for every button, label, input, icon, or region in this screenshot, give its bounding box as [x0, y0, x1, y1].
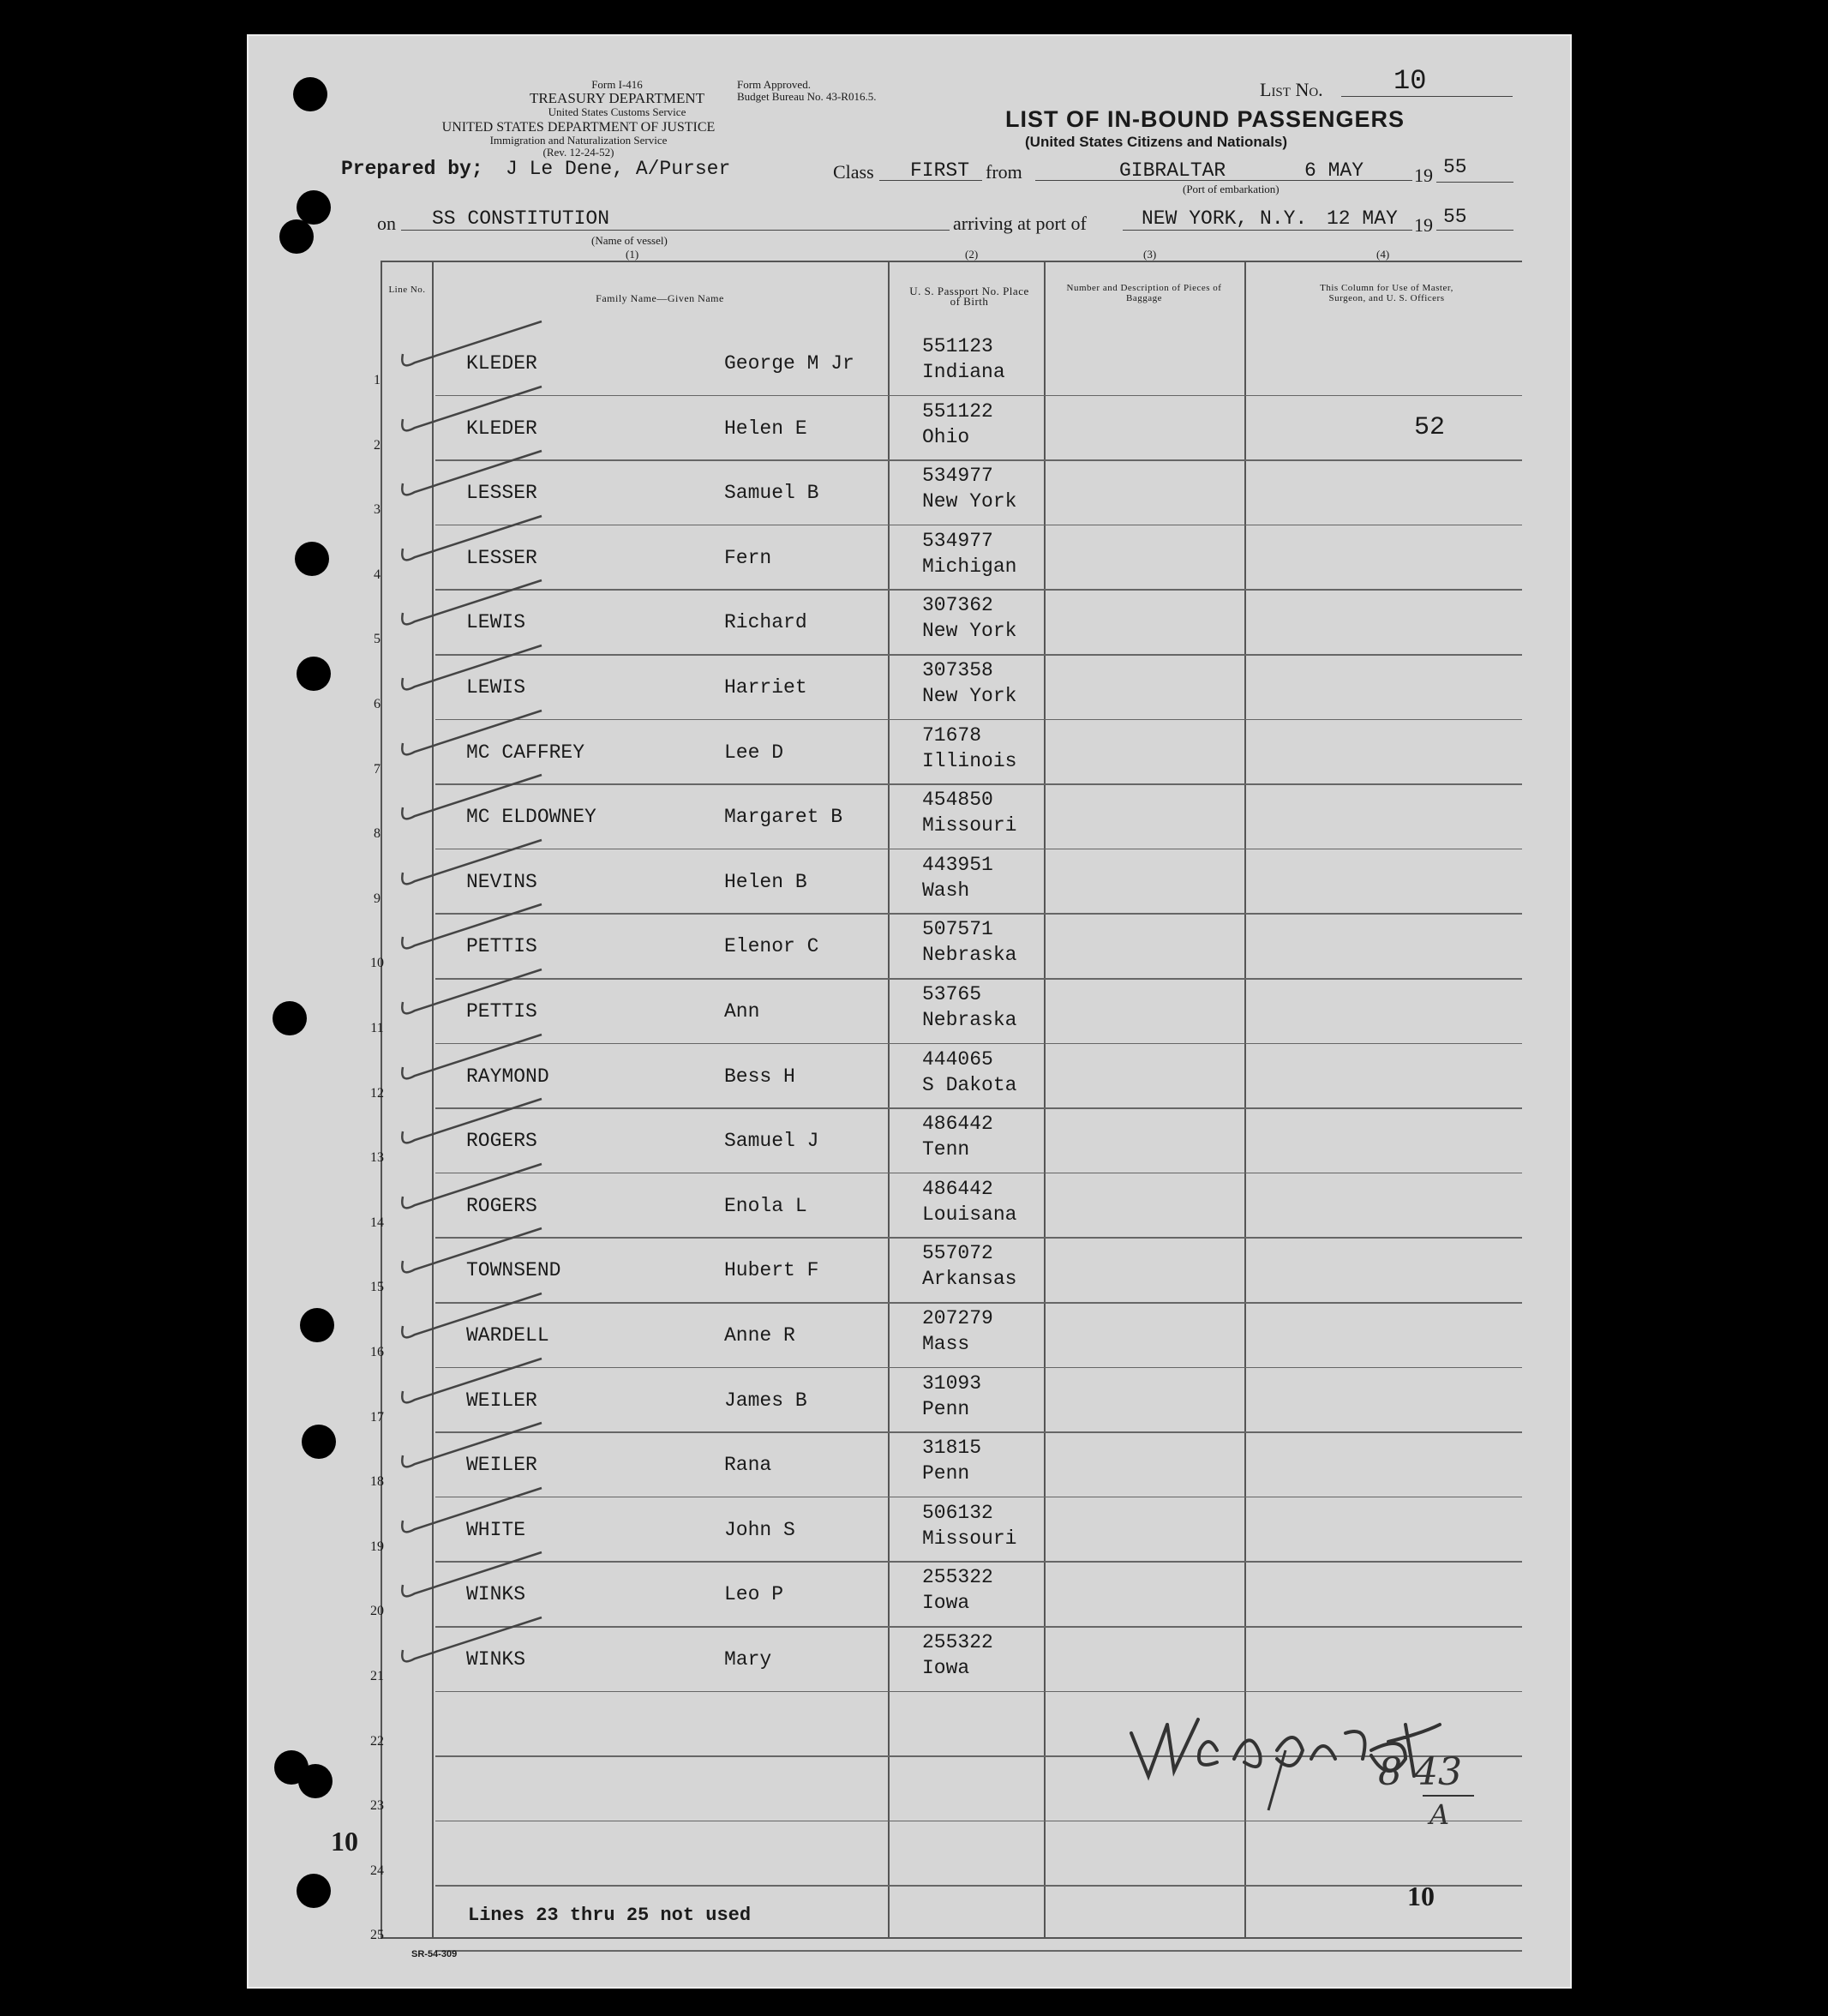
- passport-number: 486442: [922, 1113, 993, 1136]
- passport-number: 454850: [922, 789, 993, 812]
- place-of-birth: Wash: [922, 879, 970, 902]
- check-mark-icon: [396, 644, 550, 704]
- form-header-left: [480, 79, 754, 118]
- treasury-department: TREASURY DEPARTMENT: [529, 90, 705, 106]
- check-mark-icon: [396, 320, 550, 380]
- family-name: RAYMOND: [466, 1065, 549, 1088]
- from-date: 6 MAY: [1304, 159, 1364, 182]
- budget-bureau: Budget Bureau No. 43-R016.5.: [737, 90, 877, 103]
- passport-number: 31093: [922, 1371, 982, 1395]
- prepared-by-label: Prepared by;: [341, 158, 483, 180]
- list-number-value: 10: [1393, 65, 1427, 97]
- check-mark-icon: [396, 838, 550, 898]
- handwritten-fraction-bottom: A: [1429, 1798, 1450, 1831]
- family-name: KLEDER: [466, 417, 537, 440]
- passport-number: 534977: [922, 465, 993, 488]
- list-number-label: List No.: [1260, 79, 1323, 100]
- family-name: ROGERS: [466, 1130, 537, 1153]
- check-mark-icon: [396, 514, 550, 574]
- given-name: Enola L: [724, 1194, 807, 1217]
- family-name: LESSER: [466, 482, 537, 505]
- line-number: 7: [374, 761, 381, 777]
- check-mark-icon: [396, 449, 550, 509]
- family-name: WEILER: [466, 1454, 537, 1477]
- form-approved-block: [737, 79, 876, 103]
- line-number: 18: [370, 1474, 384, 1490]
- header-officers: This Column for Use of Master, Surgeon, and U. S. Officers: [1320, 283, 1453, 303]
- family-name: MC ELDOWNEY: [466, 806, 596, 829]
- check-mark-icon: [396, 1097, 550, 1157]
- family-name: PETTIS: [466, 935, 537, 958]
- passport-number: 443951: [922, 853, 993, 876]
- place-of-birth: Missouri: [922, 814, 1017, 837]
- place-of-birth: Nebraska: [922, 1009, 1017, 1031]
- line-number: 22: [370, 1733, 384, 1749]
- family-name: KLEDER: [466, 352, 537, 375]
- line-number: 5: [374, 632, 381, 647]
- place-of-birth: Arkansas: [922, 1268, 1017, 1291]
- form-number: Form I-416: [591, 78, 643, 91]
- page-title: LIST OF IN-BOUND PASSENGERS: [1005, 106, 1405, 132]
- place-of-birth: Iowa: [922, 1657, 970, 1679]
- passport-number: 255322: [922, 1566, 993, 1589]
- line-number: 14: [370, 1215, 384, 1230]
- place-of-birth: Louisana: [922, 1203, 1017, 1226]
- passport-number: 71678: [922, 723, 982, 747]
- check-mark-icon: [396, 1616, 550, 1676]
- family-name: NEVINS: [466, 870, 537, 893]
- check-mark-icon: [396, 1162, 550, 1222]
- arrival-year: 55: [1443, 206, 1467, 228]
- passport-number: 207279: [922, 1307, 993, 1329]
- passport-number: 53765: [922, 983, 982, 1005]
- check-mark-icon: [396, 579, 550, 639]
- vessel-name: SS CONSTITUTION: [432, 207, 610, 230]
- passport-number: 444065: [922, 1047, 993, 1071]
- passport-number: 307362: [922, 594, 993, 617]
- line-number: 13: [370, 1150, 384, 1166]
- place-of-birth: Penn: [922, 1397, 970, 1420]
- passport-number: 255322: [922, 1631, 993, 1653]
- line-number: 9: [374, 891, 381, 906]
- arrival-port: NEW YORK, N.Y.: [1142, 207, 1308, 230]
- unused-lines-note: Lines 23 thru 25 not used: [468, 1905, 752, 1926]
- officer-note: 52: [1414, 413, 1446, 442]
- form-approved: Form Approved.: [737, 78, 811, 91]
- line-number: 20: [370, 1604, 384, 1619]
- passport-number: 486442: [922, 1177, 993, 1200]
- given-name: Helen E: [724, 417, 807, 440]
- line-number: 10: [370, 956, 384, 971]
- check-mark-icon: [396, 1421, 550, 1481]
- line-number: 3: [374, 502, 381, 518]
- vessel-caption: (Name of vessel): [591, 234, 668, 247]
- family-name: PETTIS: [466, 1000, 537, 1023]
- document-sheet: [247, 34, 1572, 1989]
- given-name: George M Jr: [724, 352, 854, 375]
- place-of-birth: Mass: [922, 1333, 970, 1355]
- line-number: 25: [370, 1928, 384, 1943]
- place-of-birth: Indiana: [922, 361, 1005, 383]
- given-name: Fern: [724, 546, 772, 569]
- check-mark-icon: [396, 1357, 550, 1417]
- family-name: ROGERS: [466, 1194, 537, 1217]
- passport-number: 506132: [922, 1501, 993, 1524]
- family-name: LEWIS: [466, 676, 526, 699]
- given-name: Mary: [724, 1648, 772, 1671]
- column-number-2: (2): [965, 248, 979, 261]
- line-number: 1: [374, 373, 381, 387]
- given-name: Samuel J: [724, 1130, 819, 1153]
- given-name: Helen B: [724, 870, 807, 893]
- year-value: 55: [1443, 156, 1467, 178]
- place-of-birth: New York: [922, 685, 1017, 707]
- table-top-rule: [381, 261, 1522, 262]
- place-of-birth: Ohio: [922, 425, 970, 448]
- line-number: 23: [370, 1798, 384, 1814]
- place-of-birth: Tenn: [922, 1138, 970, 1161]
- column-number-3: (3): [1143, 248, 1157, 261]
- passport-number: 534977: [922, 529, 993, 552]
- table-row: [249, 1822, 1572, 1887]
- place-of-birth: New York: [922, 490, 1017, 513]
- line-number: 15: [370, 1280, 384, 1295]
- given-name: Lee D: [724, 741, 784, 764]
- check-mark-icon: [396, 903, 550, 963]
- family-name: WHITE: [466, 1518, 526, 1541]
- prepared-by-value: J Le Dene, A/Purser: [506, 158, 731, 180]
- handwritten-fraction-top: 8 43: [1378, 1750, 1462, 1794]
- passport-number: 551123: [922, 335, 993, 357]
- year-prefix: 19: [1414, 165, 1433, 186]
- page-subtitle: (United States Citizens and Nationals): [1025, 134, 1288, 150]
- place-of-birth: Michigan: [922, 555, 1017, 578]
- given-name: Margaret B: [724, 806, 843, 829]
- footer-code: SR-54-309: [411, 1949, 458, 1959]
- arriving-label: arriving at port of: [953, 213, 1087, 234]
- family-name: TOWNSEND: [466, 1259, 561, 1282]
- line-number: 2: [374, 437, 381, 453]
- family-name: WEILER: [466, 1389, 537, 1412]
- line-number: 21: [370, 1669, 384, 1683]
- family-name: MC CAFFREY: [466, 741, 585, 764]
- punch-hole: [293, 77, 327, 111]
- header-line-no: Line No.: [388, 285, 426, 295]
- arrival-year-prefix: 19: [1414, 214, 1433, 236]
- line-number: 12: [370, 1085, 384, 1101]
- check-mark-icon: [396, 1033, 550, 1093]
- family-name: LEWIS: [466, 611, 526, 634]
- passport-number: 507571: [922, 918, 993, 941]
- header-passport: U. S. Passport No. Place of Birth: [909, 285, 1029, 308]
- check-mark-icon: [396, 385, 550, 445]
- place-of-birth: Missouri: [922, 1527, 1017, 1550]
- passport-number: 551122: [922, 399, 993, 423]
- family-name: LESSER: [466, 546, 537, 569]
- from-label: from: [986, 161, 1022, 183]
- table-row: [249, 1887, 1572, 1951]
- place-of-birth: Nebraska: [922, 944, 1017, 967]
- given-name: John S: [724, 1518, 795, 1541]
- customs-service: United States Customs Service: [548, 105, 686, 118]
- given-name: Anne R: [724, 1324, 795, 1347]
- given-name: James B: [724, 1389, 807, 1412]
- given-name: Rana: [724, 1454, 772, 1477]
- family-name: WARDELL: [466, 1324, 549, 1347]
- family-name: WINKS: [466, 1648, 526, 1671]
- given-name: Elenor C: [724, 935, 819, 958]
- class-value: FIRST: [910, 159, 970, 182]
- check-mark-icon: [396, 709, 550, 769]
- line-number: 16: [370, 1345, 384, 1359]
- header-name: Family Name—Given Name: [596, 292, 724, 304]
- check-mark-icon: [396, 968, 550, 1028]
- line-number: 17: [370, 1409, 384, 1425]
- place-of-birth: S Dakota: [922, 1073, 1017, 1096]
- row-rule: [435, 1950, 1522, 1952]
- passport-number: 31815: [922, 1437, 982, 1460]
- check-mark-icon: [396, 1486, 550, 1546]
- line-number: 24: [370, 1863, 384, 1878]
- list-number-line: [1341, 74, 1513, 97]
- column-number-1: (1): [626, 248, 639, 261]
- justice-department: UNITED STATES DEPARTMENT OF JUSTICE: [441, 120, 716, 135]
- given-name: Hubert F: [724, 1259, 819, 1282]
- margin-number: 10: [331, 1826, 358, 1857]
- punch-hole: [279, 219, 314, 254]
- given-name: Ann: [724, 1000, 760, 1023]
- given-name: Richard: [724, 611, 807, 634]
- form-header-justice: [377, 120, 780, 159]
- arrival-date: 12 MAY: [1327, 207, 1398, 230]
- check-mark-icon: [396, 773, 550, 833]
- place-of-birth: New York: [922, 620, 1017, 643]
- line-number: 4: [374, 567, 381, 582]
- line-number: 8: [374, 826, 381, 842]
- vessel-on-label: on: [377, 213, 396, 234]
- passport-number: 307358: [922, 659, 993, 681]
- line-number: 6: [374, 697, 381, 711]
- header-baggage: Number and Description of Pieces of Baggage: [1066, 283, 1222, 303]
- inspector-signature: [1114, 1682, 1508, 1819]
- place-of-birth: Iowa: [922, 1592, 970, 1615]
- immigration-service: Immigration and Naturalization Service: [489, 134, 668, 147]
- given-name: Samuel B: [724, 482, 819, 505]
- port-embarkation-caption: (Port of embarkation): [1183, 183, 1280, 195]
- check-mark-icon: [396, 1551, 550, 1611]
- class-label: Class: [833, 161, 874, 183]
- given-name: Leo P: [724, 1583, 784, 1606]
- bottom-right-number: 10: [1407, 1881, 1435, 1911]
- from-port: GIBRALTAR: [1119, 159, 1226, 182]
- family-name: WINKS: [466, 1583, 526, 1606]
- passport-number: 557072: [922, 1242, 993, 1265]
- check-mark-icon: [396, 1292, 550, 1352]
- place-of-birth: Penn: [922, 1462, 970, 1485]
- column-number-4: (4): [1376, 248, 1390, 261]
- given-name: Harriet: [724, 676, 807, 699]
- line-number: 11: [370, 1021, 384, 1035]
- place-of-birth: Illinois: [922, 749, 1017, 772]
- given-name: Bess H: [724, 1065, 795, 1088]
- line-number: 19: [370, 1539, 384, 1554]
- revision-date: (Rev. 12-24-52): [542, 146, 614, 159]
- check-mark-icon: [396, 1227, 550, 1287]
